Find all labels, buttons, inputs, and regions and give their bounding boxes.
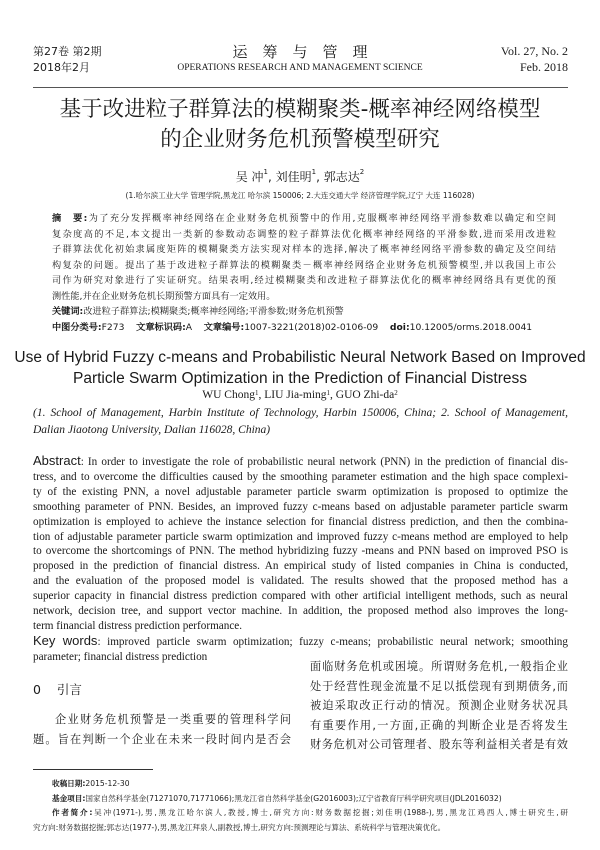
text-line-content: 子群算法优化初始隶属度矩阵的模糊聚类方法实现对样本的选择,解决了概率神经网络平滑参数的确定及空间结	[52, 244, 556, 255]
text-line-content: superior capacity in financial distress prediction compared with other artificial intelligent methods, such as neural	[33, 590, 568, 603]
text-line-content: tress, and to overcome the difficulties caused by the smoothing parameter estimation and the high space complexi-	[33, 470, 568, 483]
author-name-en: GUO Zhi-da	[335, 389, 395, 401]
text-line-content: 构复杂的问题。提出了基于改进粒子群算法的模糊聚类－概率神经网络企业财务危机预警模型,并以我国上市公	[52, 259, 556, 271]
text-line	[33, 500, 568, 515]
text-line-content: 司作为研究对象进行了实证研究。结果表明,经过模糊聚类和改进粒子群算法优化的概率神经网络具有更优的预	[52, 275, 556, 286]
text-line-content: 被迫采取改正行动的情况。预测企业财务状况具	[310, 699, 568, 712]
text-line-content: network, decision tree, and support vector machine. In addition, the proposed method also improves the long-	[33, 605, 568, 618]
text-line-content: : In order to investigate the role of probabilistic neural network (PNN) in the prediction of financial dis-	[80, 456, 568, 468]
text-line-content: 面临财务危机或困境。所谓财务危机,一般指企业	[310, 660, 568, 673]
author-name: 刘佳明	[275, 170, 312, 184]
classification-line	[52, 320, 556, 336]
keywords-cn-label: 关键词:	[52, 306, 84, 317]
received-label: 收稿日期:	[52, 779, 86, 788]
title-cn-line: 基于改进粒子群算法的模糊聚类-概率神经网络模型	[59, 97, 541, 122]
article-no-label: 文章编号:	[203, 321, 245, 333]
footnote-rule	[33, 769, 153, 770]
bio-line: 吴冲(1971-),男,黑龙江哈尔滨人,教授,博士,研究方向:财务数据挖掘;刘佳明(1988-),男,黑龙江鸡西人,博士研究生,研	[92, 808, 568, 817]
body-line: 题。旨在判断一个企业在未来一段时间内是否会	[33, 732, 291, 746]
text-line-content: smoothing parameter of PNN. Besides, an improved fuzzy c-means based on adjustable parameter particle swarm	[33, 500, 568, 513]
section-number: 0	[33, 682, 41, 697]
affiliation-en	[33, 405, 568, 439]
text-line	[33, 544, 568, 559]
footnote-fund	[33, 792, 568, 807]
text-line	[33, 515, 568, 530]
text-line-content: 为了充分发挥概率神经网络在企业财务危机预警中的作用,克服概率神经网络平滑参数难以确定和空间	[87, 213, 556, 224]
received-date: 2015-12-30	[85, 779, 130, 788]
title-en-line: Particle Swarm Optimization in the Prediction of Financial Distress	[73, 370, 527, 387]
clc-label: 中图分类号:	[52, 321, 102, 333]
body-column-right	[310, 657, 568, 755]
title-en	[0, 347, 600, 389]
text-line	[52, 211, 556, 227]
article-no-value: 1007-3221(2018)02-0106-09	[244, 321, 379, 333]
text-line	[52, 289, 556, 305]
fund-label: 基金项目:	[52, 793, 86, 803]
journal-title-en: OPERATIONS RESEARCH AND MANAGEMENT SCIENCE	[177, 63, 423, 73]
text-line-content: 有重要作用,一方面,正确的判断企业是否将发生	[310, 718, 568, 732]
author-name-en: WU Chong	[202, 389, 255, 401]
text-line-content: optimization is employed to achieve the instance selection for financial distress prediction, and then the combina-	[33, 515, 568, 528]
text-line-content: 测性能,并在企业财务危机长期预警方面具有一定效用。	[52, 290, 276, 302]
text-line	[33, 574, 568, 589]
text-line-content: to overcome the shortcomings of PNN. The method hybridizing fuzzy -means and PNN based on improved PSO is	[33, 545, 568, 558]
author-affil-mark: 2	[359, 168, 365, 176]
author-name: 郭志达	[323, 170, 360, 184]
text-line	[33, 619, 568, 634]
text-line-content: ty of the existing PNN, a novel adjustable parameter particle swarm optimization is proposed to optimize the	[33, 485, 568, 498]
author-name: 吴 冲	[235, 170, 264, 184]
abstract-cn	[52, 211, 556, 335]
text-line-content: 复杂度高的不足,本文提出一类新的参数动态调整的粒子群算法优化概率神经网络的平滑参数,进而采用改进粒	[52, 228, 556, 240]
author-affil-mark: 1	[254, 389, 259, 397]
text-line	[310, 677, 568, 697]
affiliation-en-line: Dalian Jiaotong University, Dalian 116028, China)	[33, 424, 271, 436]
author-affil-mark: 1	[311, 168, 317, 176]
doi-value: 10.12005/orms.2018.0041	[409, 321, 533, 333]
authors-cn: 吴 冲$^1$, 刘佳明$^1$, 郭志达$^2$	[235, 168, 365, 184]
title-cn	[0, 95, 600, 155]
text-line	[33, 530, 568, 545]
author-affil-mark: 1	[326, 389, 331, 397]
text-line	[310, 657, 568, 677]
text-line	[310, 696, 568, 716]
journal-title-cn: 运 筹 与 管 理	[232, 43, 368, 61]
author-affil-mark: 2	[394, 389, 398, 397]
header-date-en: Feb. 2018	[520, 60, 568, 74]
title-en-line: Use of Hybrid Fuzzy c-means and Probabilistic Neural Network Based on Improved	[14, 349, 586, 366]
text-line	[310, 716, 568, 736]
title-cn-line: 的企业财务危机预警模型研究	[160, 127, 440, 152]
text-line	[33, 454, 568, 470]
footnote-bio	[33, 806, 568, 821]
keywords-cn	[52, 304, 556, 320]
text-line-content: term financial distress prediction performance.	[33, 619, 243, 632]
text-line	[33, 485, 568, 500]
body-column-left	[33, 710, 291, 749]
text-line	[33, 634, 568, 650]
text-line	[52, 273, 556, 289]
affiliation-en-line: (1. School of Management, Harbin Institute of Technology, Harbin 150006, China; 2. School of Management,	[33, 407, 568, 419]
author-name-en: LIU Jia-ming	[264, 389, 327, 401]
footnotes	[33, 777, 568, 835]
text-line	[33, 589, 568, 604]
text-line	[52, 227, 556, 243]
header-date-cn: 2018年2月	[33, 61, 90, 74]
header-volume-en: Vol. 27, No. 2	[500, 44, 568, 58]
header-volume-cn: 第27卷 第2期	[33, 45, 102, 58]
text-line	[52, 242, 556, 258]
keywords-en-label: Key words	[33, 633, 98, 648]
text-line	[52, 258, 556, 274]
author-affil-mark: 1	[263, 168, 269, 176]
doc-code-label: 文章标识码:	[136, 321, 186, 333]
text-line-content: 处于经营性现金流量不足以抵偿现有到期债务,而	[310, 679, 568, 693]
body-line: 企业财务危机预警是一类重要的管理科学问	[55, 713, 291, 726]
text-line-content: parameter; financial distress prediction	[33, 650, 208, 663]
doi-label: doi:	[389, 321, 410, 333]
bio-label: 作者简介:	[52, 808, 93, 817]
section-title: 引言	[56, 682, 82, 697]
text-line-content: : improved particle swarm optimization; fuzzy c-means; probabilistic neural network; smoothing	[97, 635, 568, 648]
text-line-content: proposed in the prediction of financial distress. An empirical study of listed companies in China is conducted,	[33, 560, 568, 573]
section-heading	[33, 680, 82, 698]
text-line	[33, 559, 568, 574]
authors-en: WU Chong$^1$, LIU Jia-ming$^1$, GUO Zhi-$da^2$	[202, 389, 398, 401]
text-line-content: and the evaluation of the proposed model is validated. The results showed that the proposed method has a	[33, 575, 568, 588]
text-line-content: tion of adjustable parameter particle swarm optimization and improved fuzzy c-means method are employed to help	[33, 530, 568, 543]
abstract-cn-label: 摘 要:	[52, 213, 88, 224]
text-line-content: 财务危机对公司管理者、股东等利益相关者是有效	[310, 738, 568, 751]
affiliation-cn: (1.哈尔滨工业大学 管理学院,黑龙江 哈尔滨 150006; 2.大连交通大学 经济管理学院,辽宁 大连 116028)	[125, 191, 475, 200]
doc-code-value: A	[185, 321, 193, 333]
text-line	[33, 470, 568, 485]
abstract-en	[33, 454, 568, 665]
fund-text: 国家自然科学基金(71271070,71771066);黑龙江省自然科学基金(G2016003);辽宁省教育厅科学研究项目(JDL2016032)	[85, 793, 502, 803]
text-line	[310, 735, 568, 755]
header-rule	[33, 87, 568, 88]
text-line	[33, 604, 568, 619]
abstract-en-label: Abstract	[33, 454, 81, 468]
clc-value: F273	[101, 321, 125, 333]
bio-line: 究方向:财务数据挖掘;郭志达(1977-),男,黑龙江拜泉人,副教授,博士,研究方向:预测理论与算法、系统科学与管理决策优化。	[33, 822, 446, 832]
footnote-received	[33, 777, 568, 792]
keywords-cn-text: 改进粒子群算法;模糊聚类;概率神经网络;平滑参数;财务危机预警	[83, 306, 344, 317]
